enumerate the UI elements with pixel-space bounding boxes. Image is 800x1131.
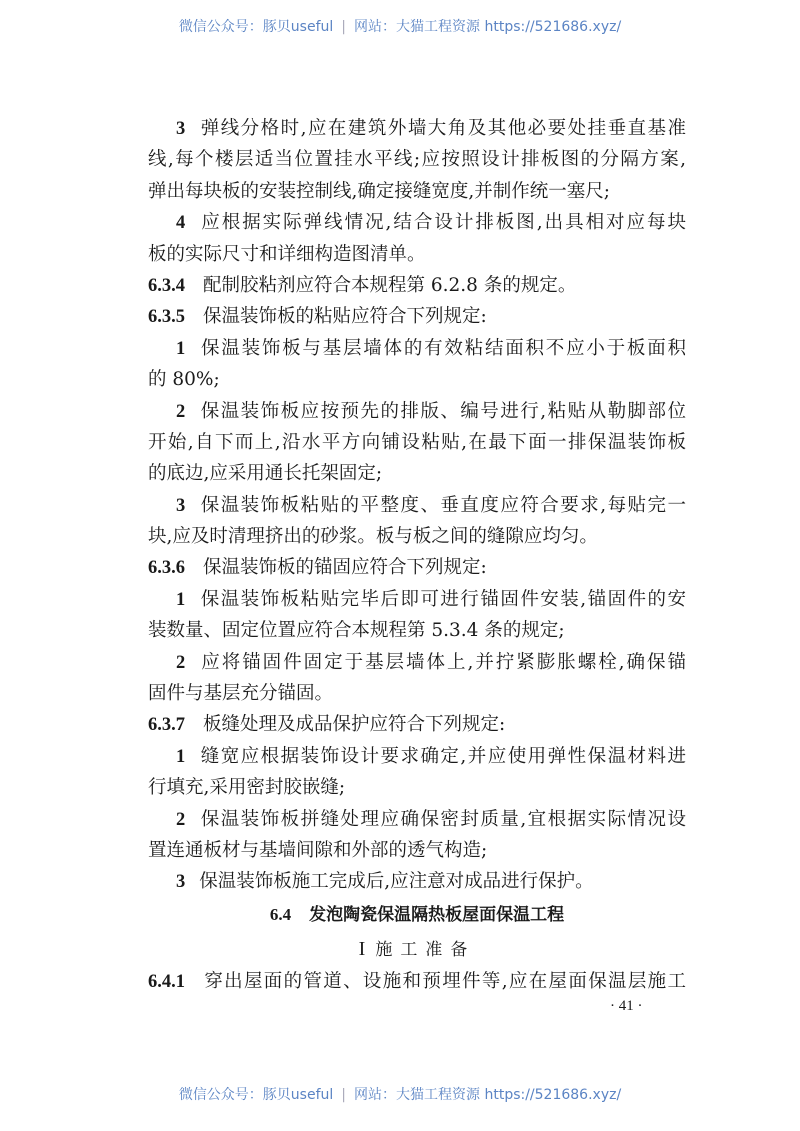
clause-number: 1: [176, 338, 186, 359]
line-text: 固件与基层充分锚固。: [148, 683, 334, 705]
subsection-heading: [148, 932, 686, 966]
text-line: [148, 364, 686, 395]
item-line: [148, 647, 686, 678]
clause-line: [148, 301, 686, 332]
text-line: [148, 176, 686, 207]
clause-line: [148, 552, 686, 583]
clause-number: 4: [176, 213, 186, 234]
line-text: 块,应及时清理挤出的砂浆。板与板之间的缝隙应均匀。: [148, 526, 598, 548]
clause-number: 2: [176, 401, 186, 422]
item-line: [148, 113, 686, 144]
line-text: 配制胶粘剂应符合本规程第 6.2.8 条的规定。: [203, 274, 577, 296]
item-line: [148, 584, 686, 615]
watermark-separator: |: [341, 1087, 347, 1103]
clause-number: 6.3.5: [148, 307, 185, 328]
clause-number: I: [358, 937, 366, 960]
clause-number: 1: [176, 746, 186, 767]
text-line: [148, 458, 686, 489]
clause-line: [148, 709, 686, 740]
document-body: [148, 113, 686, 997]
line-text: 保温装饰板的粘贴应符合下列规定:: [203, 306, 487, 328]
line-text: 保温装饰板粘贴的平整度、垂直度应符合要求,每贴完一: [199, 494, 686, 516]
text-line: [148, 427, 686, 458]
watermark-separator: |: [341, 19, 347, 35]
clause-number: 2: [176, 652, 186, 673]
text-line: [148, 772, 686, 803]
line-text: 弹线分格时,应在建筑外墙大角及其他必要处挂垂直基准: [199, 118, 686, 139]
line-text: 穿出屋面的管道、设施和预埋件等,应在屋面保温层施工: [203, 970, 686, 992]
line-text: 保温装饰板拼缝处理应确保密封质量,宜根据实际情况设: [199, 808, 686, 830]
line-text: 行填充,采用密封胶嵌缝;: [148, 777, 346, 799]
clause-number: 6.4: [269, 904, 292, 924]
text-line: [148, 835, 686, 866]
line-text: 的底边,应采用通长托架固定;: [148, 463, 383, 485]
clause-number: 6.3.7: [148, 715, 185, 736]
section-heading: [148, 898, 686, 932]
line-text: 应将锚固件固定于基层墙体上,并拧紧膨胀螺栓,确保锚: [199, 651, 686, 673]
clause-number: 6.4.1: [148, 971, 185, 992]
line-text: 板缝处理及成品保护应符合下列规定:: [203, 714, 506, 736]
item-line: [148, 396, 686, 427]
item-line: [148, 866, 686, 897]
line-text: 装数量、固定位置应符合本规程第 5.3.4 条的规定;: [148, 620, 565, 642]
watermark-right: 网站：大猫工程资源 https://521686.xyz/: [354, 19, 622, 35]
text-line: [148, 239, 686, 270]
line-text: 置连通板材与基墙间隙和外部的透气构造;: [148, 839, 488, 861]
item-line: [148, 207, 686, 238]
line-text: 缝宽应根据装饰设计要求确定,并应使用弹性保温材料进: [199, 745, 686, 767]
watermark-left: 微信公众号：豚贝useful: [178, 19, 334, 35]
watermark-left: 微信公众号：豚贝useful: [178, 1087, 334, 1103]
page-number: · 41 ·: [610, 998, 643, 1014]
watermark-header: [0, 16, 800, 36]
text-line: [148, 521, 686, 552]
line-text: 开始,自下而上,沿水平方向铺设粘贴,在最下面一排保温装饰板: [148, 431, 686, 453]
clause-number: 3: [176, 495, 186, 516]
line-text: 施工准备: [375, 939, 476, 960]
text-line: [148, 678, 686, 709]
item-line: [148, 490, 686, 521]
line-text: 板的实际尺寸和详细构造图清单。: [148, 243, 426, 265]
line-text: 线,每个楼层适当位置挂水平线;应按照设计排板图的分隔方案,: [148, 149, 686, 171]
text-line: [148, 144, 686, 175]
clause-line: [148, 966, 686, 997]
clause-number: 6.3.6: [148, 558, 185, 579]
watermark-right: 网站：大猫工程资源 https://521686.xyz/: [354, 1087, 622, 1103]
line-text: 弹出每块板的安装控制线,确定接缝宽度,并制作统一塞尺;: [148, 180, 610, 202]
clause-number: 1: [176, 589, 186, 610]
line-text: 发泡陶瓷保温隔热板屋面保温工程: [309, 904, 565, 925]
item-line: [148, 741, 686, 772]
clause-line: [148, 270, 686, 301]
clause-number: 3: [176, 872, 186, 893]
clause-number: 2: [176, 809, 186, 830]
item-line: [148, 804, 686, 835]
line-text: 保温装饰板应按预先的排版、编号进行,粘贴从勒脚部位: [199, 400, 686, 422]
watermark-footer: [0, 1084, 800, 1104]
clause-number: 6.3.4: [148, 275, 185, 296]
line-text: 保温装饰板与基层墙体的有效粘结面积不应小于板面积: [199, 337, 686, 359]
line-text: 保温装饰板粘贴完毕后即可进行锚固件安装,锚固件的安: [199, 588, 686, 610]
line-text: 的 80%;: [148, 369, 220, 391]
line-text: 应根据实际弹线情况,结合设计排板图,出具相对应每块: [199, 212, 686, 234]
item-line: [148, 333, 686, 364]
clause-number: 3: [176, 119, 186, 139]
text-line: [148, 615, 686, 646]
line-text: 保温装饰板施工完成后,应注意对成品进行保护。: [199, 871, 594, 893]
line-text: 保温装饰板的锚固应符合下列规定:: [203, 557, 487, 579]
